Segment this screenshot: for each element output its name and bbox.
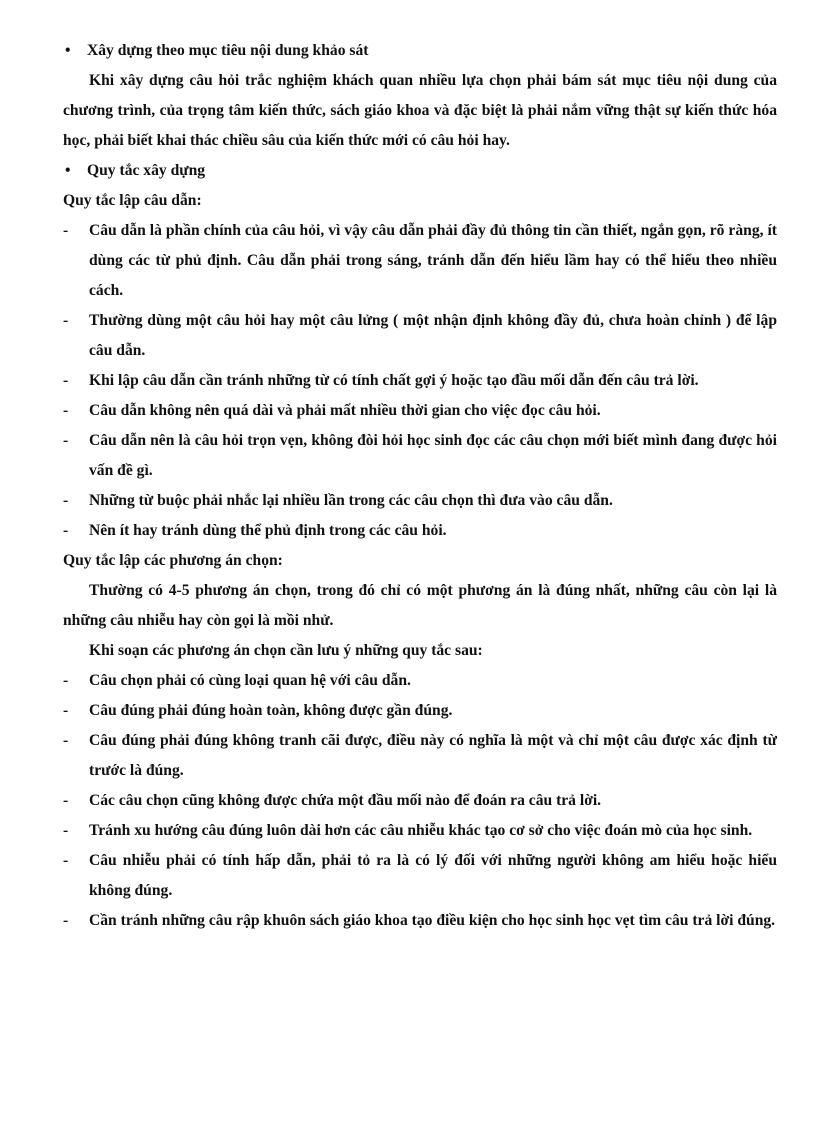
dash-marker: - bbox=[63, 732, 69, 749]
list-item: - Câu dẫn nên là câu hỏi trọn vẹn, không đòi hỏi học sinh đọc các câu chọn mới biết mình đang được hỏi vấn đề gì. bbox=[63, 426, 777, 486]
list-item: - Câu đúng phải đúng không tranh cãi được, điều này có nghĩa là một và chỉ một câu được xác định từ trước là đúng. bbox=[63, 726, 777, 786]
dash-marker: - bbox=[63, 702, 69, 719]
list-item: - Tránh xu hướng câu đúng luôn dài hơn các câu nhiễu khác tạo cơ sở cho việc đoán mò của học sinh. bbox=[63, 816, 777, 846]
list-item: - Câu đúng phải đúng hoàn toàn, không được gần đúng. bbox=[63, 696, 777, 726]
list-item: - Câu nhiễu phải có tính hấp dẫn, phải tỏ ra là có lý đối với những người không am hiểu hoặc hiểu không đúng. bbox=[63, 846, 777, 906]
dash-marker: - bbox=[63, 822, 69, 839]
dash-marker: - bbox=[63, 912, 69, 929]
list-item: - Nên ít hay tránh dùng thể phủ định trong các câu hỏi. bbox=[63, 516, 777, 546]
heading-rules bbox=[63, 156, 777, 186]
dash-marker: - bbox=[63, 492, 69, 509]
dash-marker: - bbox=[63, 312, 69, 329]
heading-rules-text: Quy tắc xây dựng bbox=[87, 162, 206, 179]
dash-marker: - bbox=[63, 672, 69, 689]
dash-marker: - bbox=[63, 522, 69, 539]
bullet-icon: • bbox=[65, 162, 71, 179]
subheading-option-rules: Quy tắc lập các phương án chọn: bbox=[63, 552, 283, 569]
bullet-icon: • bbox=[65, 42, 71, 59]
list-item: - Khi lập câu dẫn cần tránh những từ có tính chất gợi ý hoặc tạo đầu mối dẫn đến câu trả lời. bbox=[63, 366, 777, 396]
list-item: - Câu dẫn không nên quá dài và phải mất nhiều thời gian cho việc đọc câu hỏi. bbox=[63, 396, 777, 426]
heading-objectives-text: Xây dựng theo mục tiêu nội dung khảo sát bbox=[87, 42, 369, 59]
list-item: - Cần tránh những câu rập khuôn sách giáo khoa tạo điều kiện cho học sinh học vẹt tìm câu trả lời đúng. bbox=[63, 906, 777, 936]
list-item: - Những từ buộc phải nhắc lại nhiều lần trong các câu chọn thì đưa vào câu dẫn. bbox=[63, 486, 777, 516]
list-item: - Thường dùng một câu hỏi hay một câu lửng ( một nhận định không đầy đủ, chưa hoàn chỉnh ) để lập câu dẫn. bbox=[63, 306, 777, 366]
list-item: - Câu chọn phải có cùng loại quan hệ với câu dẫn. bbox=[63, 666, 777, 696]
heading-objectives bbox=[63, 36, 777, 66]
dash-marker: - bbox=[63, 222, 69, 239]
dash-marker: - bbox=[63, 852, 69, 869]
document-page bbox=[63, 36, 777, 936]
dash-marker: - bbox=[63, 792, 69, 809]
subheading-stem-rules: Quy tắc lập câu dẫn: bbox=[63, 192, 202, 209]
paragraph-options-note: Khi soạn các phương án chọn cần lưu ý những quy tắc sau: bbox=[89, 642, 483, 659]
dash-marker: - bbox=[63, 402, 69, 419]
list-item: - Câu dẫn là phần chính của câu hỏi, vì vậy câu dẫn phải đầy đủ thông tin cần thiết, ngắn gọn, rõ ràng, ít dùng các từ phủ định. Câu dẫn phải trong sáng, tránh dẫn đến hiểu lầm hay có thể hiểu theo nhiều cách. bbox=[63, 216, 777, 306]
list-item: - Các câu chọn cũng không được chứa một đầu mối nào để đoán ra câu trả lời. bbox=[63, 786, 777, 816]
paragraph-options-intro: Thường có 4-5 phương án chọn, trong đó chỉ có một phương án là đúng nhất, những câu còn lại là những câu nhiễu hay còn gọi là mồi nhử. bbox=[63, 582, 777, 629]
dash-marker: - bbox=[63, 432, 69, 449]
paragraph-objectives: Khi xây dựng câu hỏi trắc nghiệm khách quan nhiều lựa chọn phải bám sát mục tiêu nội dung của chương trình, của trọng tâm kiến thức, sách giáo khoa và đặc biệt là phải nắm vững thật sự kiến thức hóa học, phải biết khai thác chiều sâu của kiến thức mới có câu hỏi hay. bbox=[63, 72, 777, 149]
dash-marker: - bbox=[63, 372, 69, 389]
